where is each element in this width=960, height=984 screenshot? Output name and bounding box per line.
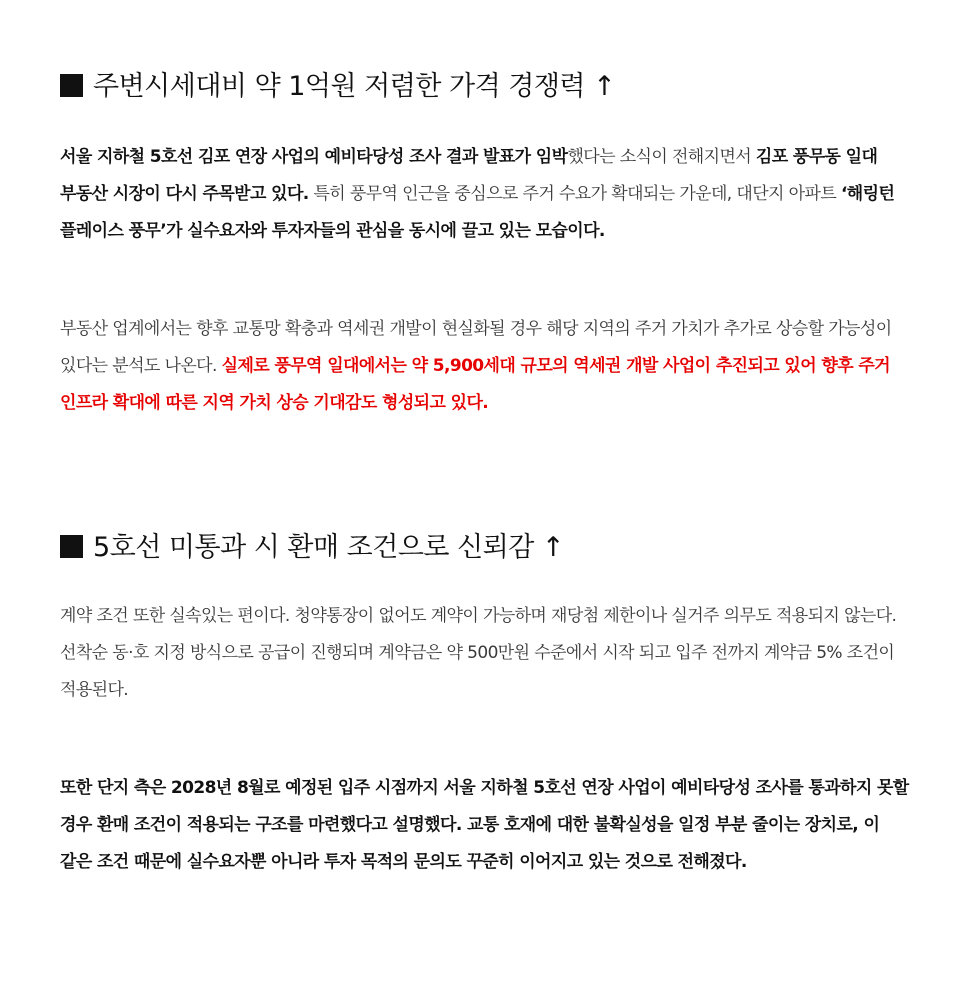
section1-heading-text: 주변시세대비 약 1억원 저렴한 가격 경쟁력 ↑ bbox=[93, 71, 616, 102]
black-square-icon bbox=[60, 535, 83, 558]
section1-paragraph1 bbox=[60, 139, 910, 250]
section2-paragraph2: 또한 단지 측은 2028년 8월로 예정된 입주 시점까지 서울 지하철 5호선 연장 사업이 예비타당성 조사를 통과하지 못할 경우 환매 조건이 적용되는 구조를 마련했다고 설명했다. 교통 호재에 대한 불확실성을 일정 부분 줄이는 장치로, 이 같은 조건 때문에 실수요자뿐 아니라 투자 목적의 문의도 꾸준히 이어지고 있는 것으로 전해졌다. bbox=[60, 778, 909, 872]
black-square-icon bbox=[60, 74, 83, 97]
section1-paragraph2 bbox=[60, 311, 910, 422]
body-text: 특히 풍무역 인근을 중심으로 주거 수요가 확대되는 가운데, 대단지 아파트 bbox=[308, 184, 841, 204]
body-text: 부동산 업계에서는 향후 교통망 확충과 역세권 개발이 현실화될 경우 해당 지역의 주거 가치가 추가로 상승할 가능성이 있다는 분석도 나온다. bbox=[60, 319, 892, 376]
section2-paragraph1: 계약 조건 또한 실속있는 편이다. 청약통장이 없어도 계약이 가능하며 재당첨 제한이나 실거주 의무도 적용되지 않는다. 선착순 동·호 지정 방식으로 공급이 진행되며 계약금은 약 500만원 수준에서 시작 되고 입주 전까지 계약금 5% 조건이 적용된다. bbox=[60, 606, 897, 700]
bold-text: 김포 풍무동 일대 부동산 시장이 다시 주목받고 있다. bbox=[60, 147, 878, 204]
section2-heading bbox=[60, 528, 564, 568]
bold-text: 서울 지하철 5호선 김포 연장 사업의 예비타당성 조사 결과 발표가 임박 bbox=[60, 147, 568, 167]
bold-text: ‘해링턴 플레이스 풍무’가 실수요자와 투자자들의 관심을 동시에 끌고 있는 모습이다. bbox=[60, 184, 895, 241]
body-text: 했다는 소식이 전해지면서 bbox=[567, 147, 756, 167]
highlight-text: 실제로 풍무역 일대에서는 약 5,900세대 규모의 역세권 개발 사업이 추진되고 있어 향후 주거 인프라 확대에 따른 지역 가치 상승 기대감도 형성되고 있다. bbox=[60, 356, 890, 413]
section1-heading bbox=[60, 67, 615, 107]
section2-heading-text: 5호선 미통과 시 환매 조건으로 신뢰감 ↑ bbox=[93, 532, 565, 563]
